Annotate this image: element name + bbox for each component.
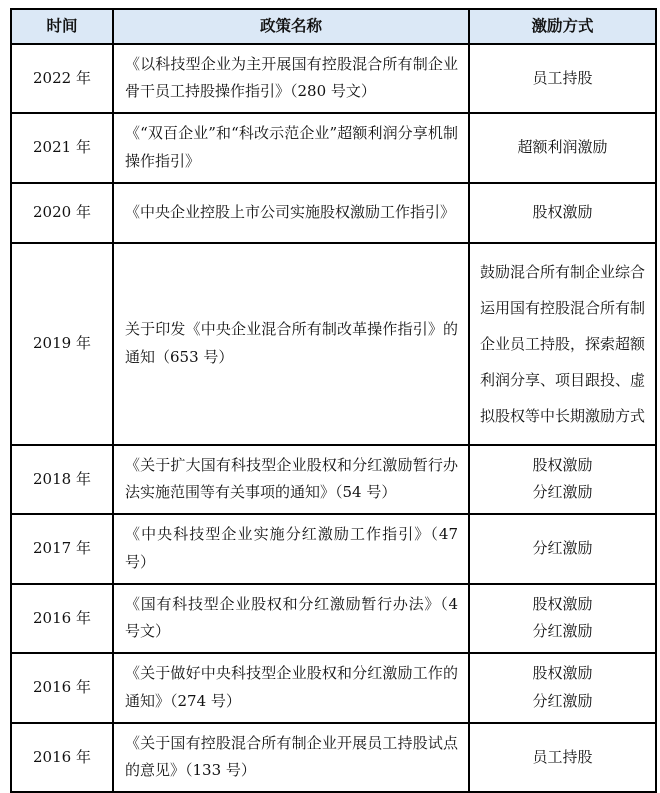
table-row — [11, 514, 656, 584]
cell-incentive-type — [469, 653, 656, 723]
cell-policy-name: 《中央科技型企业实施分红激励工作指引》（47 号） — [113, 514, 469, 584]
table-header-row — [11, 9, 656, 44]
cell-incentive-type — [469, 44, 656, 114]
cell-incentive-type — [469, 445, 656, 515]
cell-policy-name: 《“双百企业”和“科改示范企业”超额利润分享机制操作指引》 — [113, 113, 469, 183]
header-cell-incentive: 激励方式 — [469, 9, 656, 44]
table-row — [11, 44, 656, 114]
cell-policy-name: 关于印发《中央企业混合所有制改革操作指引》的通知（653 号） — [113, 243, 469, 445]
header-cell-policy: 政策名称 — [113, 9, 469, 44]
incentive-line: 员工持股 — [532, 747, 593, 766]
incentive-line: 分红激励 — [532, 483, 593, 502]
cell-time: 2020 年 — [11, 183, 113, 243]
cell-incentive-type — [469, 113, 656, 183]
table-row — [11, 723, 656, 793]
table-row — [11, 243, 656, 445]
incentive-line: 分红激励 — [532, 622, 593, 641]
incentive-line: 股权激励 — [532, 202, 593, 221]
cell-incentive-type — [469, 514, 656, 584]
cell-policy-name: 《以科技型企业为主开展国有控股混合所有制企业骨干员工持股操作指引》（280 号文） — [113, 44, 469, 114]
incentive-line: 分红激励 — [532, 691, 593, 710]
cell-policy-name: 《关于国有控股混合所有制企业开展员工持股试点的意见》（133 号） — [113, 723, 469, 793]
cell-time: 2022 年 — [11, 44, 113, 114]
cell-policy-name: 《关于做好中央科技型企业股权和分红激励工作的通知》（274 号） — [113, 653, 469, 723]
table-row — [11, 445, 656, 515]
cell-time: 2016 年 — [11, 584, 113, 654]
incentive-line: 股权激励 — [532, 664, 593, 683]
table-row — [11, 113, 656, 183]
incentive-line: 员工持股 — [532, 68, 593, 87]
cell-incentive-type — [469, 183, 656, 243]
incentive-line: 超额利润激励 — [517, 138, 608, 157]
incentive-line: 分红激励 — [532, 539, 593, 558]
cell-incentive-type — [469, 584, 656, 654]
cell-policy-name: 《中央企业控股上市公司实施股权激励工作指引》 — [113, 183, 469, 243]
table-body — [11, 44, 656, 793]
incentive-line: 股权激励 — [532, 455, 593, 474]
cell-time: 2016 年 — [11, 723, 113, 793]
table-row — [11, 584, 656, 654]
header-cell-time: 时间 — [11, 9, 113, 44]
cell-policy-name: 《关于扩大国有科技型企业股权和分红激励暂行办法实施范围等有关事项的通知》（54 号） — [113, 445, 469, 515]
cell-time: 2018 年 — [11, 445, 113, 515]
cell-policy-name: 《国有科技型企业股权和分红激励暂行办法》（4 号文） — [113, 584, 469, 654]
cell-time: 2019 年 — [11, 243, 113, 445]
cell-incentive-type — [469, 723, 656, 793]
incentive-line: 鼓励混合所有制企业综合运用国有控股混合所有制企业员工持股，探索超额利润分享、项目跟投、虚拟股权等中长期激励方式 — [479, 262, 645, 425]
cell-time: 2021 年 — [11, 113, 113, 183]
cell-incentive-type — [469, 243, 656, 445]
cell-time: 2017 年 — [11, 514, 113, 584]
incentive-line: 股权激励 — [532, 594, 593, 613]
policy-incentive-table — [10, 8, 657, 793]
table-row — [11, 653, 656, 723]
cell-time: 2016 年 — [11, 653, 113, 723]
table-row — [11, 183, 656, 243]
